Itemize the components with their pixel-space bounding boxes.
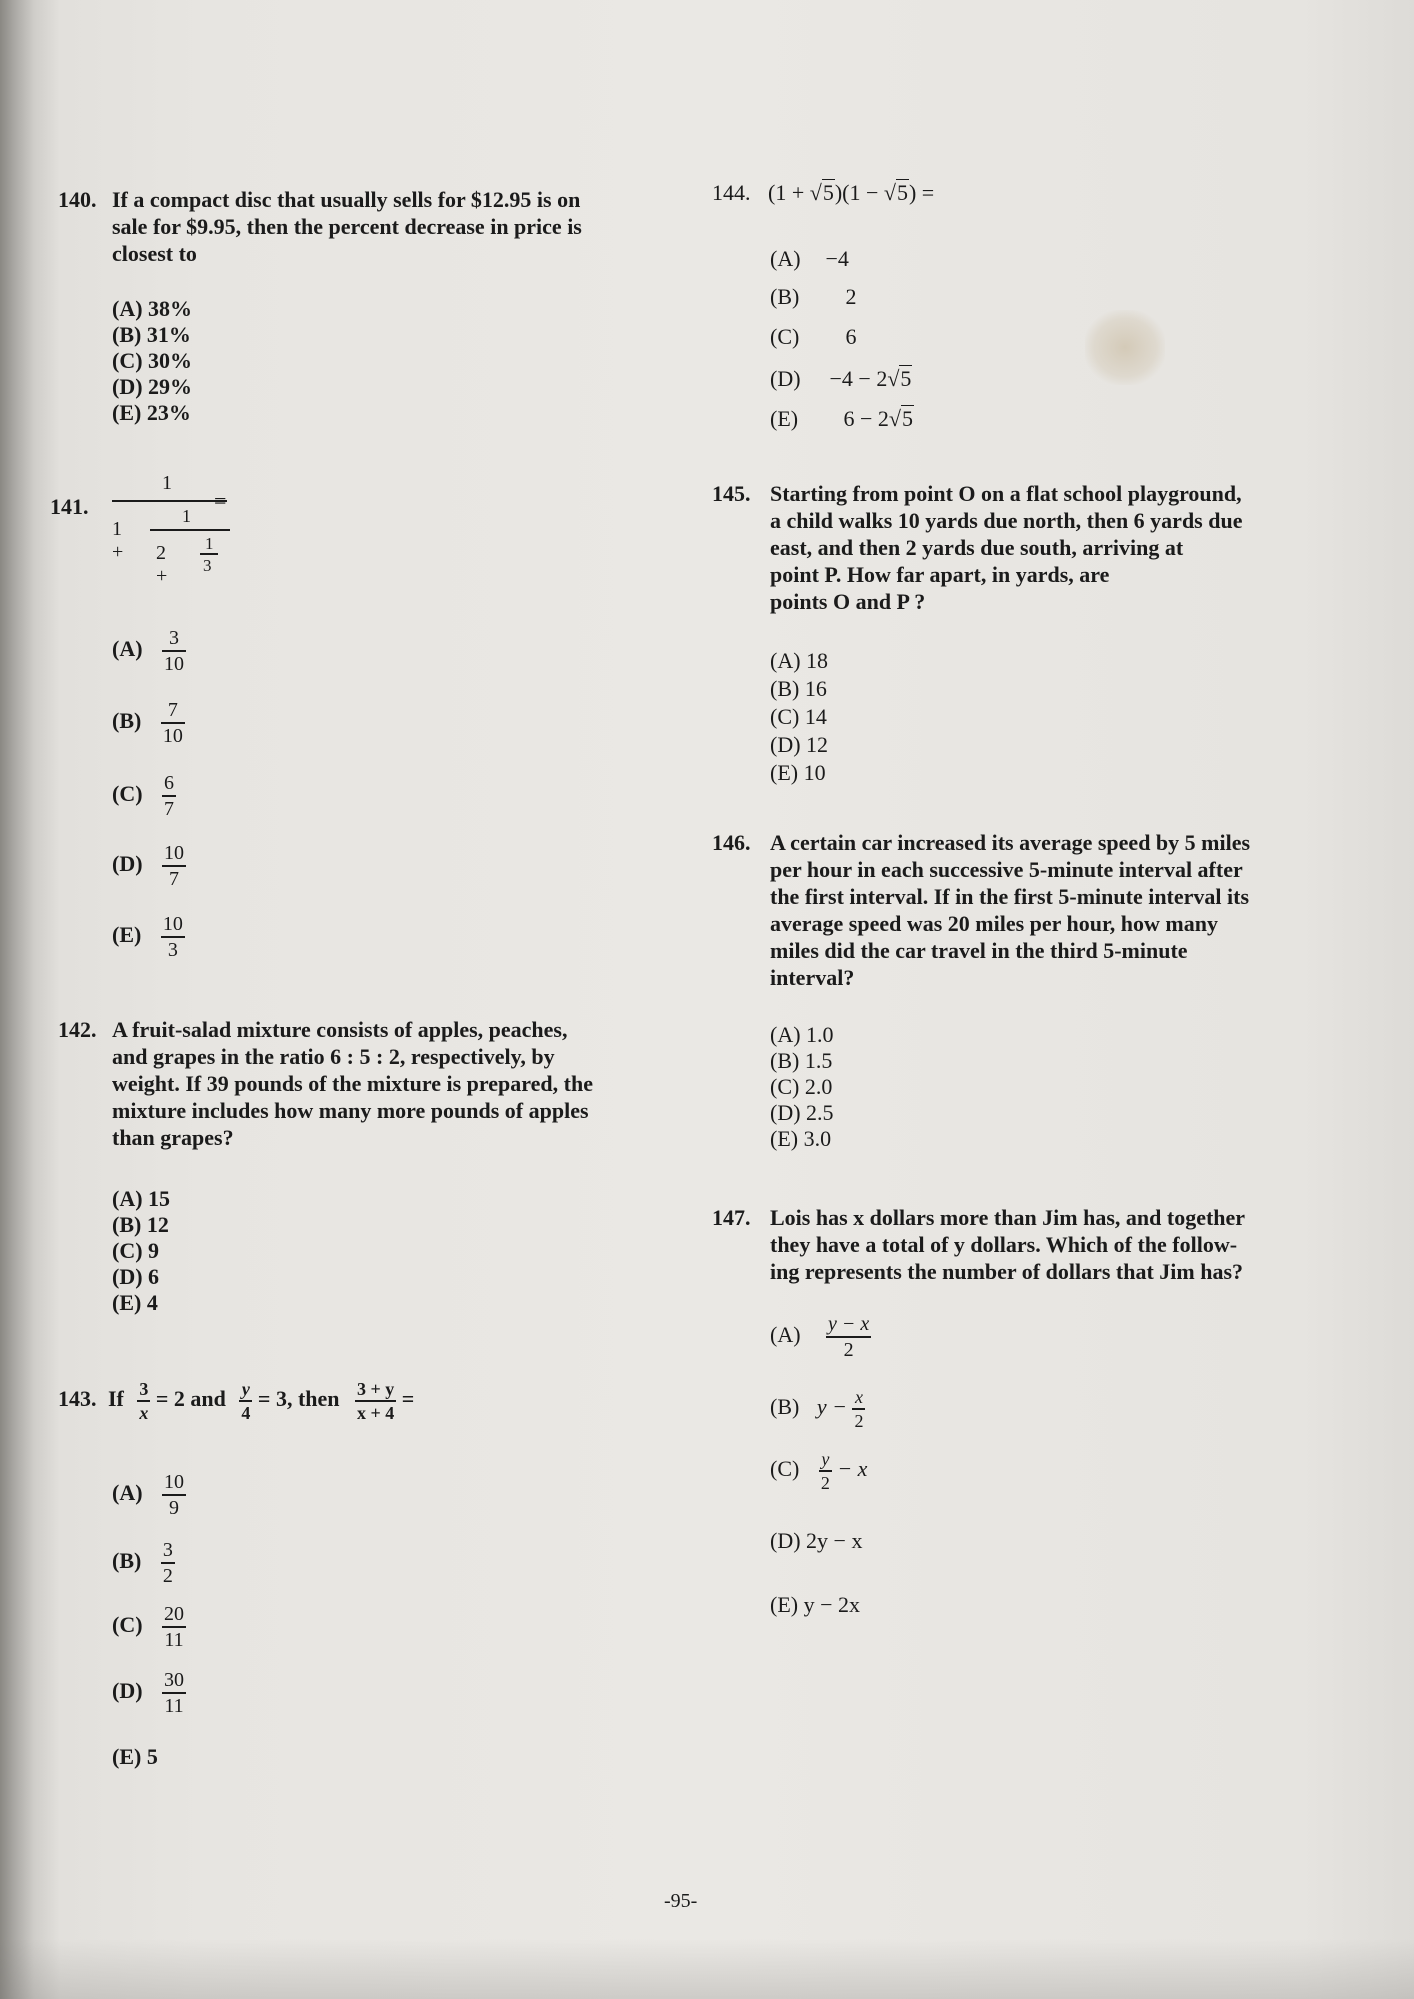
denominator: x [139, 1403, 149, 1423]
denominator: 10 [164, 653, 185, 675]
option-a [770, 246, 849, 272]
option-label: (C) [770, 1456, 800, 1482]
option-c [770, 324, 857, 350]
denominator: x + 4 [357, 1403, 395, 1423]
equals-sign: = [401, 1386, 415, 1412]
option-tail: − x [837, 1456, 868, 1482]
question-147 [712, 1204, 1352, 1289]
two-plus: 2 + [156, 542, 168, 587]
option-c: (C) 2.0 [770, 1074, 833, 1099]
numerator: x [854, 1387, 863, 1407]
option-label: (A) [770, 246, 801, 271]
numerator: 6 [164, 772, 175, 794]
text-line: Lois has x dollars more than Jim has, and together [770, 1205, 1246, 1230]
option-fraction [162, 628, 186, 674]
option-b [112, 1540, 175, 1586]
option-d [112, 1670, 186, 1716]
text-line: points O and P ? [770, 589, 926, 614]
denominator: 2 [854, 1411, 864, 1431]
numerator: 20 [164, 1603, 185, 1625]
text-line: If a compact disc that usually sells for $12.95 is on [112, 187, 581, 212]
question-text [112, 1016, 593, 1151]
numerator: y [821, 1449, 830, 1469]
denominator: 7 [164, 798, 175, 820]
option-a [770, 1314, 871, 1360]
option-a: (A) 38% [112, 296, 193, 321]
option-fraction [162, 1472, 186, 1518]
text-line: mixture includes how many more pounds of apples [112, 1098, 589, 1123]
numerator: 10 [164, 1471, 185, 1493]
option-label: (B) [112, 1548, 142, 1574]
option-e [770, 406, 914, 432]
option-b: (B) 16 [770, 676, 827, 701]
option-lead: y − [816, 1394, 847, 1420]
sqrt-5: √5 [888, 406, 913, 431]
text-line: a child walks 10 yards due north, then 6 yards due [770, 508, 1243, 533]
option-e: (E) 4 [112, 1290, 158, 1315]
numerator: 3 + y [357, 1379, 395, 1399]
deep-denominator: 3 [203, 556, 212, 575]
option-label: (A) [112, 1480, 143, 1506]
deep-fraction-bar [200, 553, 218, 555]
denominator: 10 [162, 725, 183, 747]
numerator: 3 [169, 627, 180, 649]
option-b: (B) 31% [112, 322, 191, 347]
option-a: (A) 1.0 [770, 1022, 834, 1047]
text-line: average speed was 20 miles per hour, how many [770, 911, 1218, 936]
option-c: (C) 9 [112, 1238, 160, 1263]
option-label: (E) [112, 922, 142, 948]
paper-stain [1085, 310, 1165, 385]
option-label: (D) [770, 366, 801, 391]
text-line: point P. How far apart, in yards, are [770, 562, 1110, 587]
denominator: 11 [164, 1629, 184, 1651]
text-line: and grapes in the ratio 6 : 5 : 2, respectively, by [112, 1044, 555, 1069]
option-value: −4 [825, 246, 849, 271]
inner-fraction-bar [150, 529, 230, 531]
text-line: closest to [112, 241, 197, 266]
numerator: 7 [167, 699, 178, 721]
option-c [112, 1604, 186, 1650]
option-e: (E) y − 2x [770, 1592, 860, 1617]
denominator: 2 [162, 1565, 173, 1587]
option-d: (D) 2y − x [770, 1528, 863, 1553]
option-d: (D) 2.5 [770, 1100, 834, 1125]
option-fraction [161, 1540, 175, 1586]
numerator: 3 [162, 1539, 173, 1561]
option-c: (C) 30% [112, 348, 193, 373]
option-fraction [826, 1314, 871, 1360]
option-d: (D) 29% [112, 374, 193, 399]
option-e [112, 914, 185, 960]
text-line: than grapes? [112, 1125, 234, 1150]
text-line: weight. If 39 pounds of the mixture is prepared, the [112, 1071, 593, 1096]
option-label: (D) [112, 851, 143, 877]
denominator: 3 [167, 939, 178, 961]
question-140 [58, 186, 658, 276]
option-d [112, 843, 186, 889]
option-label: (C) [770, 324, 800, 349]
option-fraction [852, 1388, 865, 1430]
text-line: Starting from point O on a flat school playground, [770, 481, 1242, 506]
question-number: 142. [58, 1017, 97, 1042]
option-value: 6 − 2 [843, 406, 889, 431]
numerator: 30 [164, 1669, 185, 1691]
option-c [770, 1450, 867, 1492]
radicand: 5 [896, 180, 908, 205]
expr-right: ) = [908, 180, 935, 205]
text-line: interval? [770, 965, 855, 990]
text-line: miles did the car travel in the third 5-minute [770, 938, 1188, 963]
inner-numerator: 1 [182, 506, 191, 526]
question-text [112, 186, 582, 267]
option-label: (E) [770, 406, 799, 431]
page-number: -95- [664, 1890, 698, 1912]
option-label: (D) [112, 1678, 143, 1704]
question-text [770, 480, 1242, 615]
option-e: (E) 10 [770, 760, 826, 785]
text-line: per hour in each successive 5-minute interval after [770, 857, 1243, 882]
numerator: 3 [139, 1379, 149, 1399]
text-line: east, and then 2 yards due south, arriving at [770, 535, 1184, 560]
question-143 [58, 1380, 414, 1422]
radicand: 5 [822, 180, 834, 205]
option-value: −4 − 2 [829, 366, 888, 391]
option-label: (B) [770, 284, 800, 309]
denominator: 9 [169, 1497, 180, 1519]
main-fraction-bar [112, 500, 227, 502]
numerator: 10 [164, 842, 185, 864]
option-label: (B) [770, 1394, 800, 1420]
text-line: A fruit-salad mixture consists of apples, peaches, [112, 1017, 568, 1042]
question-number: 146. [712, 830, 751, 855]
question-number: 145. [712, 481, 751, 506]
top-numerator: 1 [162, 472, 172, 494]
option-a: (A) 18 [770, 648, 829, 673]
sqrt-5: √5 [883, 180, 908, 205]
question-text [770, 829, 1250, 991]
option-label: (B) [112, 708, 142, 734]
option-d: (D) 12 [770, 732, 829, 757]
option-b [770, 284, 857, 310]
expr-left: (1 + [768, 180, 810, 205]
option-label: (A) [112, 636, 143, 662]
option-a: (A) 15 [112, 1186, 171, 1211]
option-c [112, 773, 176, 819]
sqrt-5: √5 [809, 180, 834, 205]
numerator: 10 [162, 913, 183, 935]
denominator: 7 [169, 868, 180, 890]
sqrt-5: √5 [887, 366, 912, 391]
option-label: (C) [112, 781, 143, 807]
text-line: the first interval. If in the first 5-minute interval its [770, 884, 1250, 909]
option-label: (A) [770, 1322, 801, 1348]
option-value: 2 [845, 284, 857, 309]
option-e: (E) 23% [112, 400, 191, 425]
option-b: (B) 12 [112, 1212, 169, 1237]
option-e: (E) 5 [112, 1744, 158, 1769]
radicand: 5 [902, 406, 913, 431]
expr-mid: )(1 − [834, 180, 884, 205]
option-fraction [162, 1604, 186, 1650]
option-e: (E) 3.0 [770, 1126, 832, 1151]
option-value: 6 [845, 324, 857, 349]
question-number: 144. [712, 180, 751, 205]
if-word: If [108, 1386, 124, 1412]
option-label: (C) [112, 1612, 143, 1638]
denominator: 2 [843, 1339, 854, 1361]
option-a [112, 628, 186, 674]
question-146 [712, 829, 1352, 994]
question-number: 140. [58, 187, 97, 212]
option-b: (B) 1.5 [770, 1048, 833, 1073]
fraction-3py-over-xp4 [355, 1380, 396, 1422]
equals-sign: = [214, 488, 227, 513]
denominator: 4 [241, 1403, 251, 1423]
option-fraction [162, 773, 176, 819]
numerator: y [241, 1379, 250, 1399]
option-b [112, 700, 185, 746]
question-number: 147. [712, 1205, 751, 1230]
question-number: 143. [58, 1386, 97, 1412]
deep-numerator: 1 [205, 534, 214, 553]
text-line: ing represents the number of dollars that Jim has? [770, 1259, 1244, 1284]
question-144 [712, 180, 934, 206]
radicand: 5 [900, 366, 912, 391]
option-c: (C) 14 [770, 704, 827, 729]
option-fraction [162, 1670, 186, 1716]
text-line: sale for $9.95, then the percent decrease in price is [112, 214, 582, 239]
denominator: 2 [820, 1473, 830, 1493]
fraction-3-over-x [137, 1380, 150, 1422]
option-b [770, 1388, 865, 1430]
option-d: (D) 6 [112, 1264, 160, 1289]
one-plus: 1 + [112, 518, 124, 563]
question-145 [712, 480, 1352, 620]
text-line: A certain car increased its average speed by 5 miles [770, 830, 1251, 855]
option-fraction [162, 843, 186, 889]
fraction-y-over-4 [239, 1380, 252, 1422]
question-142 [58, 1016, 678, 1156]
numerator: y − x [828, 1313, 870, 1335]
and-word: = 2 and [155, 1386, 226, 1412]
denominator: 11 [164, 1695, 184, 1717]
text-line: they have a total of y dollars. Which of the follow- [770, 1232, 1238, 1257]
then-word: = 3, then [257, 1386, 340, 1412]
option-d [770, 366, 912, 392]
option-fraction [161, 700, 185, 746]
option-fraction [819, 1450, 832, 1492]
option-fraction [161, 914, 185, 960]
question-number: 141. [50, 494, 89, 519]
option-a [112, 1472, 186, 1518]
question-text [770, 1204, 1245, 1285]
